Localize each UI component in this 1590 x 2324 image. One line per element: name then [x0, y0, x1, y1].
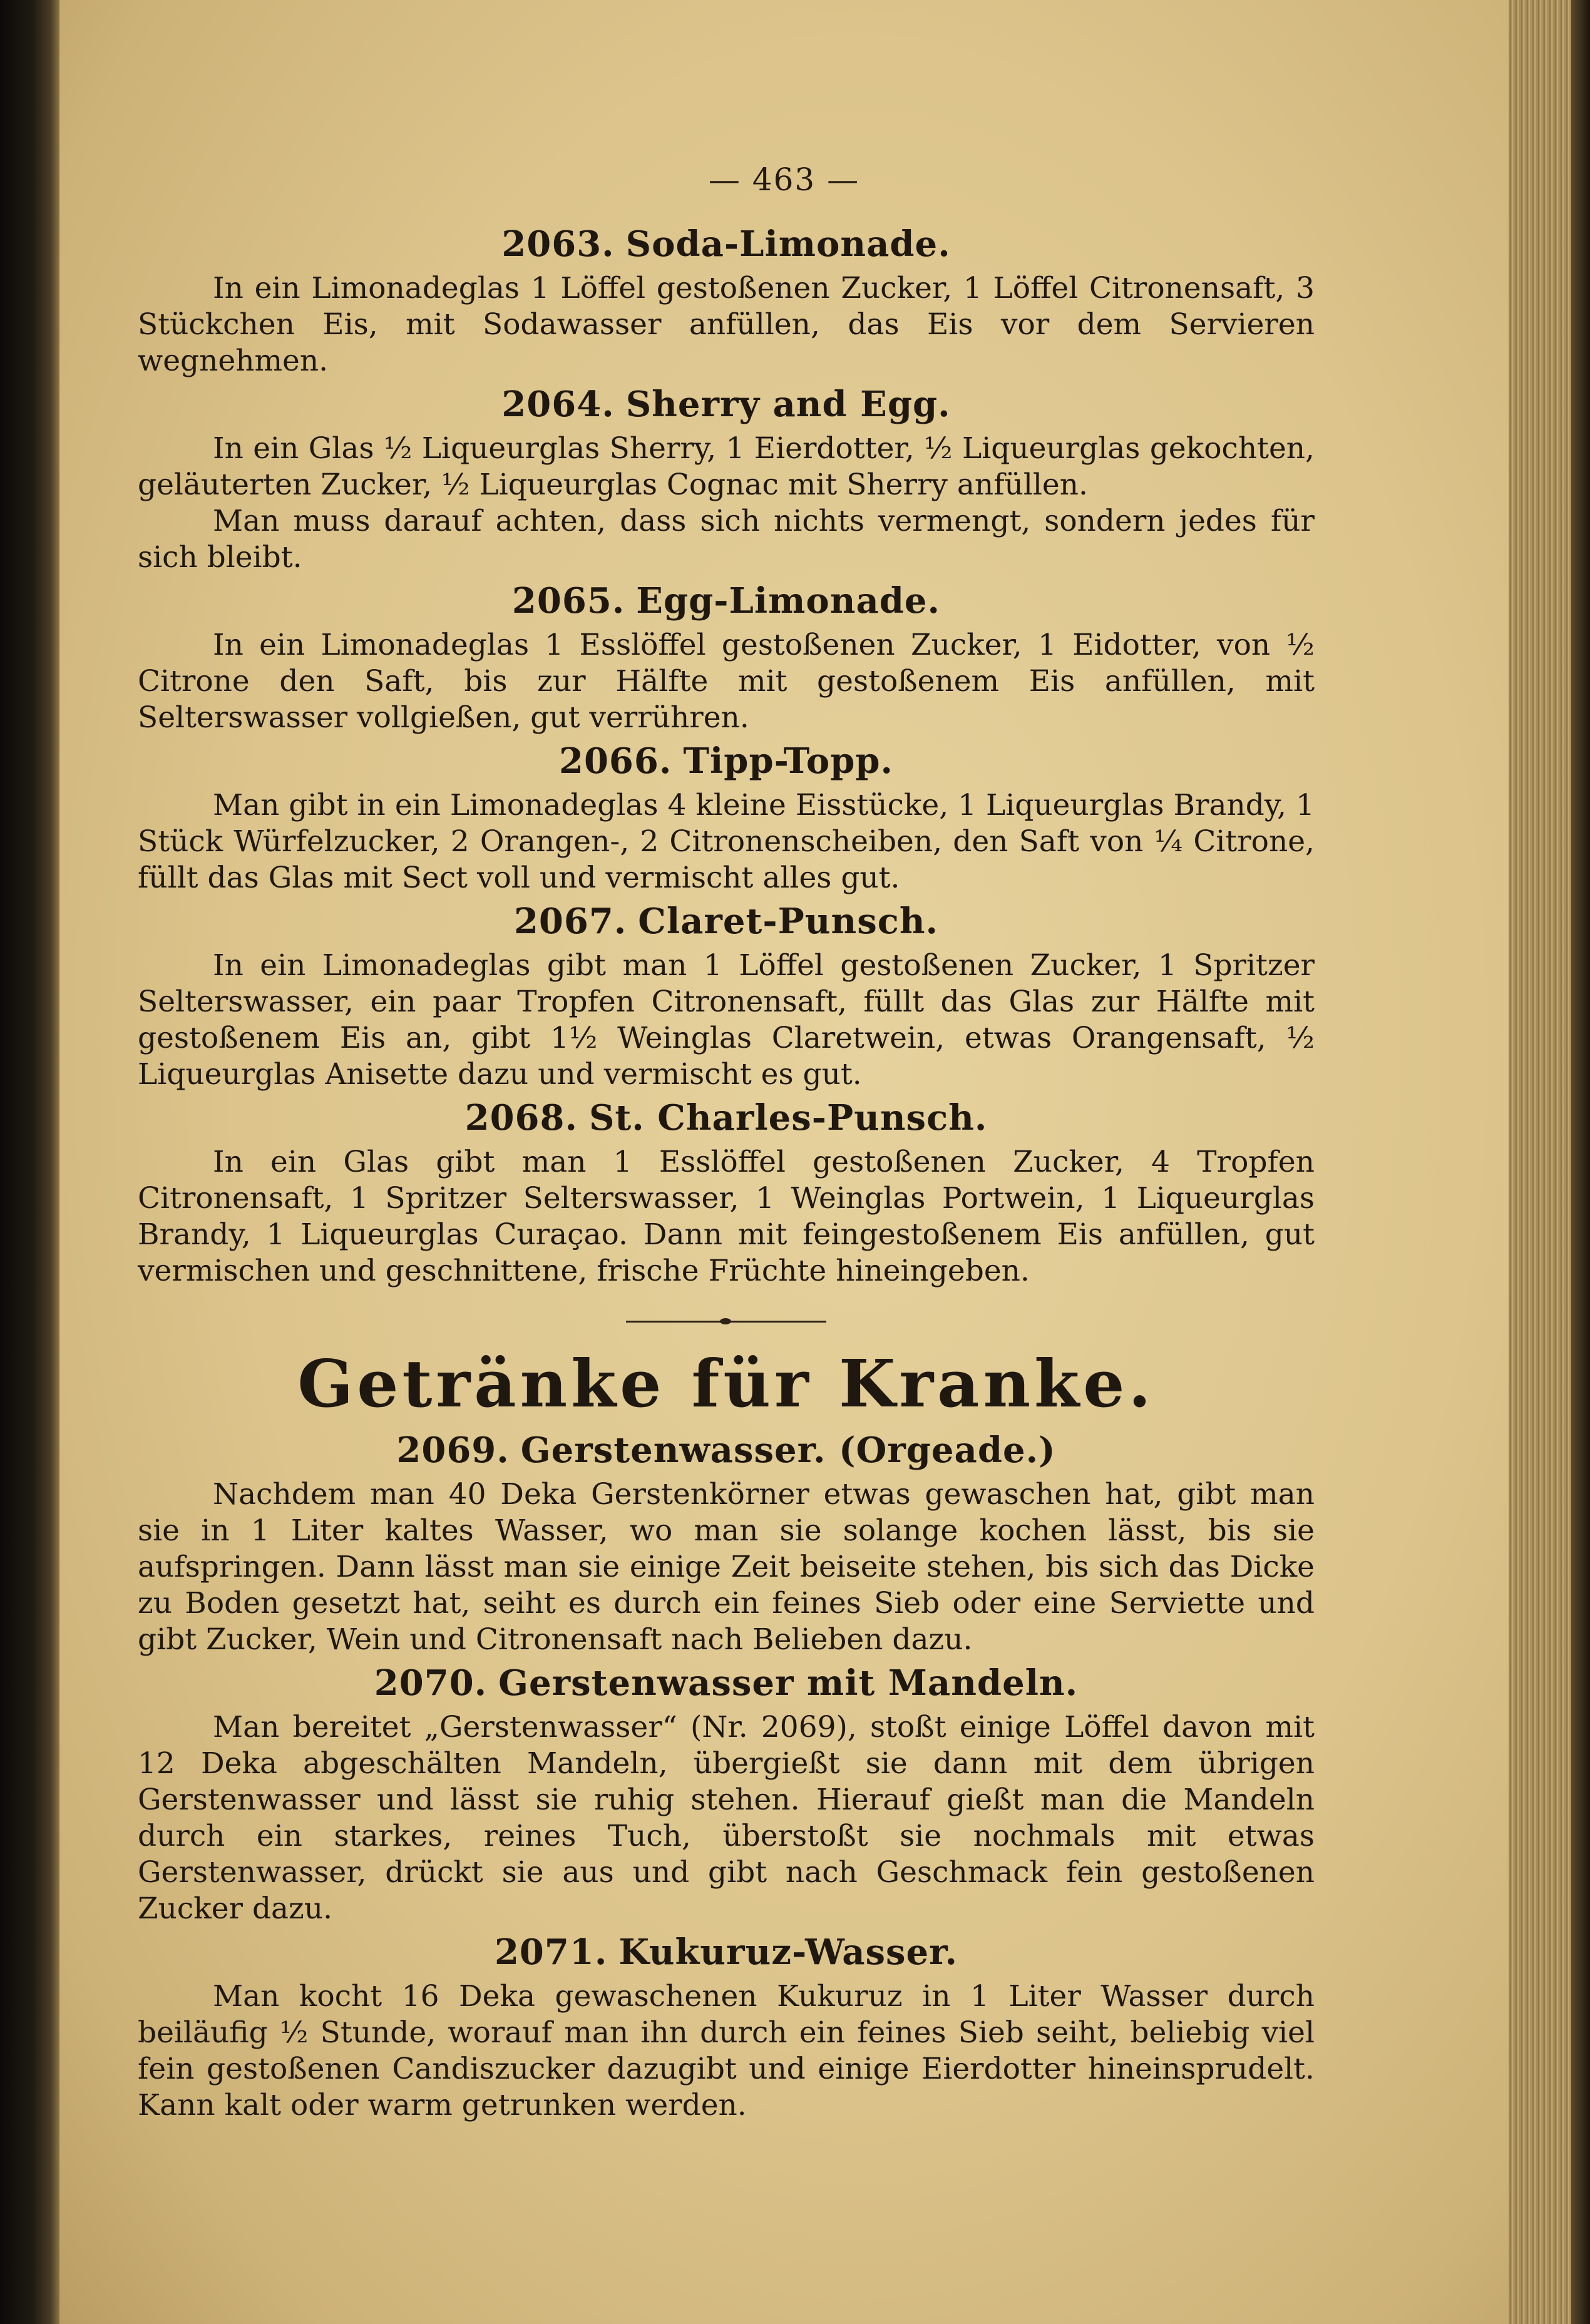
recipe-heading — [138, 1430, 1315, 1470]
recipe-number: 2064. — [501, 384, 615, 425]
recipe-2067 — [138, 901, 1315, 1093]
section-title: Getränke für Kranke. — [297, 1345, 1155, 1422]
page-content — [138, 150, 1315, 2124]
recipe-2069 — [138, 1430, 1315, 1658]
recipe-title: Tipp-Topp. — [683, 740, 893, 782]
recipe-text: In ein Glas ½ Liqueurglas Sherry, 1 Eierdotter, ½ Liqueurglas gekochten, geläuterten Zucker, ½ Liqueurglas Cognac mit Sherry anfüllen. — [138, 431, 1315, 502]
recipe-heading — [138, 1098, 1315, 1138]
recipe-2071 — [138, 1932, 1315, 2124]
recipe-number: 2070. — [374, 1662, 488, 1704]
recipe-2063 — [138, 224, 1315, 379]
recipe-heading — [138, 1932, 1315, 1972]
recipe-heading — [138, 1663, 1315, 1703]
recipe-title: Egg-Limonade. — [636, 580, 941, 622]
recipe-number: 2069. — [396, 1430, 510, 1471]
recipe-title: St. Charles-Punsch. — [588, 1097, 988, 1139]
recipe-2065 — [138, 581, 1315, 736]
recipe-2070 — [138, 1663, 1315, 1927]
recipe-heading — [138, 224, 1315, 264]
recipe-heading — [138, 384, 1315, 424]
recipe-title: Soda-Limonade. — [625, 223, 951, 265]
recipe-title: Sherry and Egg. — [625, 384, 951, 425]
recipe-text: In ein Limonadeglas gibt man 1 Löffel gestoßenen Zucker, 1 Spritzer Selterswasser, ein paar Tropfen Citronensaft, füllt das Glas zur Hälfte mit gestoßenem Eis an, gibt 1½ Weinglas Claretwein, etwas Orangensaft, ½ Liqueurglas Anisette dazu und vermischt es gut. — [138, 948, 1315, 1092]
recipe-text: Nachdem man 40 Deka Gerstenkörner etwas gewaschen hat, gibt man sie in 1 Liter kaltes Wasser, wo man sie solange kochen lässt, bis sie aufspringen. Dann lässt man sie einige Zeit beiseite stehen, bis sich das Dicke zu Boden gesetzt hat, seiht es durch ein feines Sieb oder eine Serviette und gibt Zucker, Wein und Citronensaft nach Belieben dazu. — [138, 1477, 1315, 1657]
recipe-title: Kukuruz-Wasser. — [618, 1932, 958, 1973]
recipe-text: In ein Glas gibt man 1 Esslöffel gestoßenen Zucker, 4 Tropfen Citronensaft, 1 Spritzer Selterswasser, 1 Weinglas Portwein, 1 Liqueurglas Brandy, 1 Liqueurglas Curaçao. Dann mit feingestoßenem Eis anfüllen, gut vermischen und geschnittene, frische Früchte hineingeben. — [138, 1145, 1315, 1288]
recipe-number: 2071. — [494, 1932, 608, 1973]
recipe-text: In ein Limonadeglas 1 Löffel gestoßenen Zucker, 1 Löffel Citronensaft, 3 Stückchen Eis, mit Sodawasser anfüllen, das Eis vor dem Servieren wegnehmen. — [138, 271, 1315, 378]
recipe-number: 2063. — [501, 223, 615, 265]
recipe-2066 — [138, 741, 1315, 896]
recipe-2064 — [138, 384, 1315, 576]
recipe-number: 2068. — [464, 1097, 578, 1139]
recipe-title: Gerstenwasser mit Mandeln. — [498, 1662, 1079, 1704]
recipe-2068 — [138, 1098, 1315, 1289]
section-divider — [626, 1321, 826, 1323]
book-binding-left — [0, 0, 59, 2324]
recipe-text: Man kocht 16 Deka gewaschenen Kukuruz in 1 Liter Wasser durch beiläufig ½ Stunde, worauf man ihn durch ein feines Sieb seiht, beliebig viel fein gestoßenen Candiszucker dazugibt und einige Eierdotter hineinsprudelt. Kann kalt oder warm getrunken werden. — [138, 1979, 1315, 2122]
page-number: — 463 — — [708, 161, 860, 198]
recipe-text: Man gibt in ein Limonadeglas 4 kleine Eisstücke, 1 Liqueurglas Brandy, 1 Stück Würfelzucker, 2 Orangen-, 2 Citronenscheiben, den Saft von ¼ Citrone, füllt das Glas mit Sect voll und vermischt alles gut. — [138, 788, 1315, 895]
recipe-text: Man bereitet „Gerstenwasser“ (Nr. 2069), stoßt einige Löffel davon mit 12 Deka abgeschälten Mandeln, übergießt sie dann mit dem übrigen Gerstenwasser und lässt sie ruhig stehen. Hierauf gießt man die Mandeln durch ein starkes, reines Tuch, überstoßt sie nochmals mit etwas Gerstenwasser, drückt sie aus und gibt nach Geschmack fein gestoßenen Zucker dazu. — [138, 1710, 1315, 1926]
recipe-heading — [138, 901, 1315, 941]
recipe-text: Man muss darauf achten, dass sich nichts vermengt, sondern jedes für sich bleibt. — [138, 504, 1315, 575]
page-stack-edge — [1509, 0, 1590, 2324]
recipe-heading — [138, 741, 1315, 781]
recipe-heading — [138, 581, 1315, 621]
recipe-title: Claret-Punsch. — [638, 901, 939, 942]
recipe-number: 2065. — [511, 580, 625, 622]
book-page — [59, 0, 1509, 2324]
recipe-title: Gerstenwasser. (Orgeade.) — [520, 1430, 1056, 1471]
recipe-number: 2066. — [559, 740, 672, 782]
recipe-number: 2067. — [513, 901, 627, 942]
recipe-text: In ein Limonadeglas 1 Esslöffel gestoßenen Zucker, 1 Eidotter, von ½ Citrone den Saft, bis zur Hälfte mit gestoßenem Eis anfüllen, mit Selterswasser vollgießen, gut verrühren. — [138, 628, 1315, 735]
